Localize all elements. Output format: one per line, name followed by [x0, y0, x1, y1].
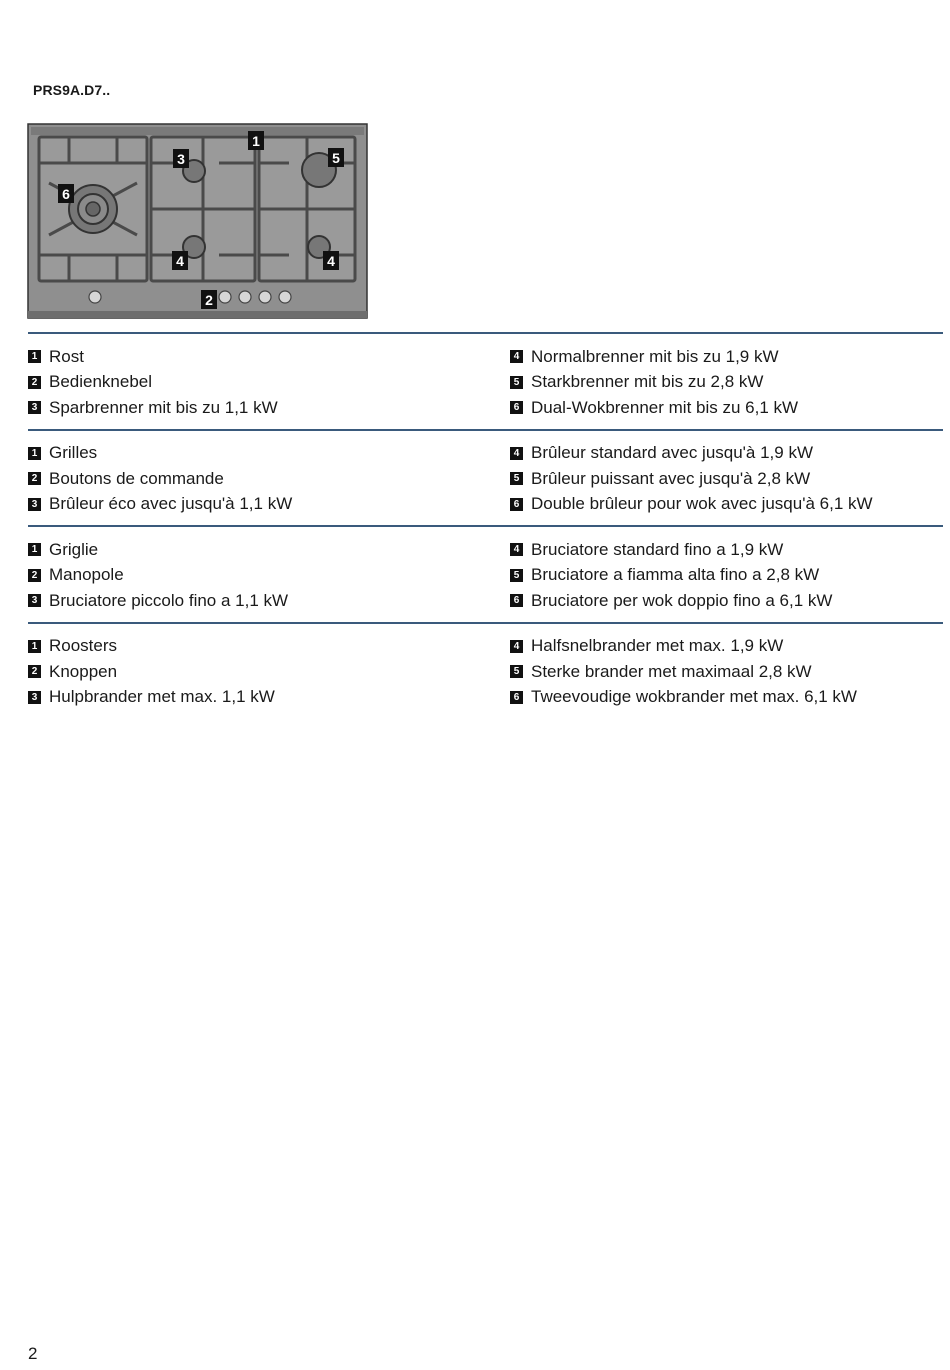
callout-3: 3 — [177, 151, 185, 167]
legend-number: 5 — [510, 569, 523, 582]
legend-number: 2 — [28, 376, 41, 389]
legend-number: 4 — [510, 350, 523, 363]
callout-1: 1 — [252, 133, 260, 149]
legend-item — [28, 563, 510, 589]
legend-text: Bruciatore per wok doppio fino a 6,1 kW — [531, 590, 833, 610]
legend-number: 4 — [510, 447, 523, 460]
legend-text: Starkbrenner mit bis zu 2,8 kW — [531, 372, 764, 392]
legend-item — [28, 395, 510, 421]
legend-section-nl — [28, 622, 943, 719]
legend-number: 5 — [510, 665, 523, 678]
legend-number: 6 — [510, 498, 523, 511]
legend-item — [510, 370, 943, 396]
legend-number: 2 — [28, 472, 41, 485]
legend-item — [510, 492, 943, 518]
callout-5: 5 — [332, 150, 340, 166]
legend-number: 4 — [510, 640, 523, 653]
legend-text: Sterke brander met maximaal 2,8 kW — [531, 661, 812, 681]
legend-number: 3 — [28, 691, 41, 704]
legend-item — [28, 659, 510, 685]
legend-text: Hulpbrander met max. 1,1 kW — [49, 687, 275, 707]
legend-item — [28, 344, 510, 370]
legend-number: 1 — [28, 640, 41, 653]
legend-text: Brûleur puissant avec jusqu'à 2,8 kW — [531, 468, 811, 488]
legend-text: Manopole — [49, 565, 124, 585]
legend-item — [510, 537, 943, 563]
legend-number: 3 — [28, 401, 41, 414]
legend-text: Rost — [49, 346, 84, 366]
legend-item — [510, 685, 943, 711]
legend-item — [28, 634, 510, 660]
legend-text: Tweevoudige wokbrander met max. 6,1 kW — [531, 687, 857, 707]
legend-item — [510, 659, 943, 685]
legend-item — [510, 466, 943, 492]
legend-number: 6 — [510, 691, 523, 704]
legend-item — [510, 441, 943, 467]
legend-text: Bruciatore standard fino a 1,9 kW — [531, 539, 784, 559]
legend-text: Grilles — [49, 443, 98, 463]
legend-text: Bruciatore a fiamma alta fino a 2,8 kW — [531, 565, 820, 585]
wok-burner — [69, 185, 117, 233]
legend-item — [28, 537, 510, 563]
legend-section-de — [28, 332, 943, 429]
legend-sections — [28, 332, 943, 718]
legend-text: Bedienknebel — [49, 372, 153, 392]
legend-section-it — [28, 525, 943, 622]
callout-6: 6 — [62, 186, 70, 202]
legend-number: 6 — [510, 594, 523, 607]
legend-item — [28, 370, 510, 396]
legend-text: Roosters — [49, 636, 118, 656]
legend-number: 2 — [28, 569, 41, 582]
legend-item — [510, 395, 943, 421]
legend-item — [28, 441, 510, 467]
legend-text: Sparbrenner mit bis zu 1,1 kW — [49, 397, 278, 417]
legend-number: 4 — [510, 543, 523, 556]
legend-number: 5 — [510, 376, 523, 389]
legend-number: 6 — [510, 401, 523, 414]
callout-2: 2 — [205, 292, 213, 308]
legend-number: 3 — [28, 498, 41, 511]
legend-text: Normalbrenner mit bis zu 1,9 kW — [531, 346, 779, 366]
legend-section-fr — [28, 429, 943, 526]
legend-item — [510, 634, 943, 660]
callout-4-center: 4 — [176, 253, 184, 269]
callout-4-right: 4 — [327, 253, 335, 269]
legend-text: Bruciatore piccolo fino a 1,1 kW — [49, 590, 289, 610]
legend-text: Brûleur éco avec jusqu'à 1,1 kW — [49, 494, 293, 514]
legend-number: 5 — [510, 472, 523, 485]
legend-text: Griglie — [49, 539, 99, 559]
legend-number: 1 — [28, 350, 41, 363]
legend-text: Halfsnelbrander met max. 1,9 kW — [531, 636, 784, 656]
legend-item — [510, 588, 943, 614]
legend-item — [510, 344, 943, 370]
legend-number: 1 — [28, 543, 41, 556]
legend-number: 1 — [28, 447, 41, 460]
legend-item — [28, 466, 510, 492]
legend-text: Knoppen — [49, 661, 118, 681]
model-title: PRS9A.D7.. — [33, 82, 111, 98]
cooktop-diagram — [27, 123, 368, 320]
legend-number: 3 — [28, 594, 41, 607]
legend-item — [510, 563, 943, 589]
legend-item — [28, 588, 510, 614]
legend-text: Double brûleur pour wok avec jusqu'à 6,1 kW — [531, 494, 873, 514]
legend-text: Brûleur standard avec jusqu'à 1,9 kW — [531, 443, 814, 463]
legend-item — [28, 492, 510, 518]
legend-text: Boutons de commande — [49, 468, 224, 488]
legend-number: 2 — [28, 665, 41, 678]
page-number: 2 — [28, 1344, 38, 1363]
grate-center — [151, 137, 255, 281]
legend-text: Dual-Wokbrenner mit bis zu 6,1 kW — [531, 397, 799, 417]
legend-item — [28, 685, 510, 711]
